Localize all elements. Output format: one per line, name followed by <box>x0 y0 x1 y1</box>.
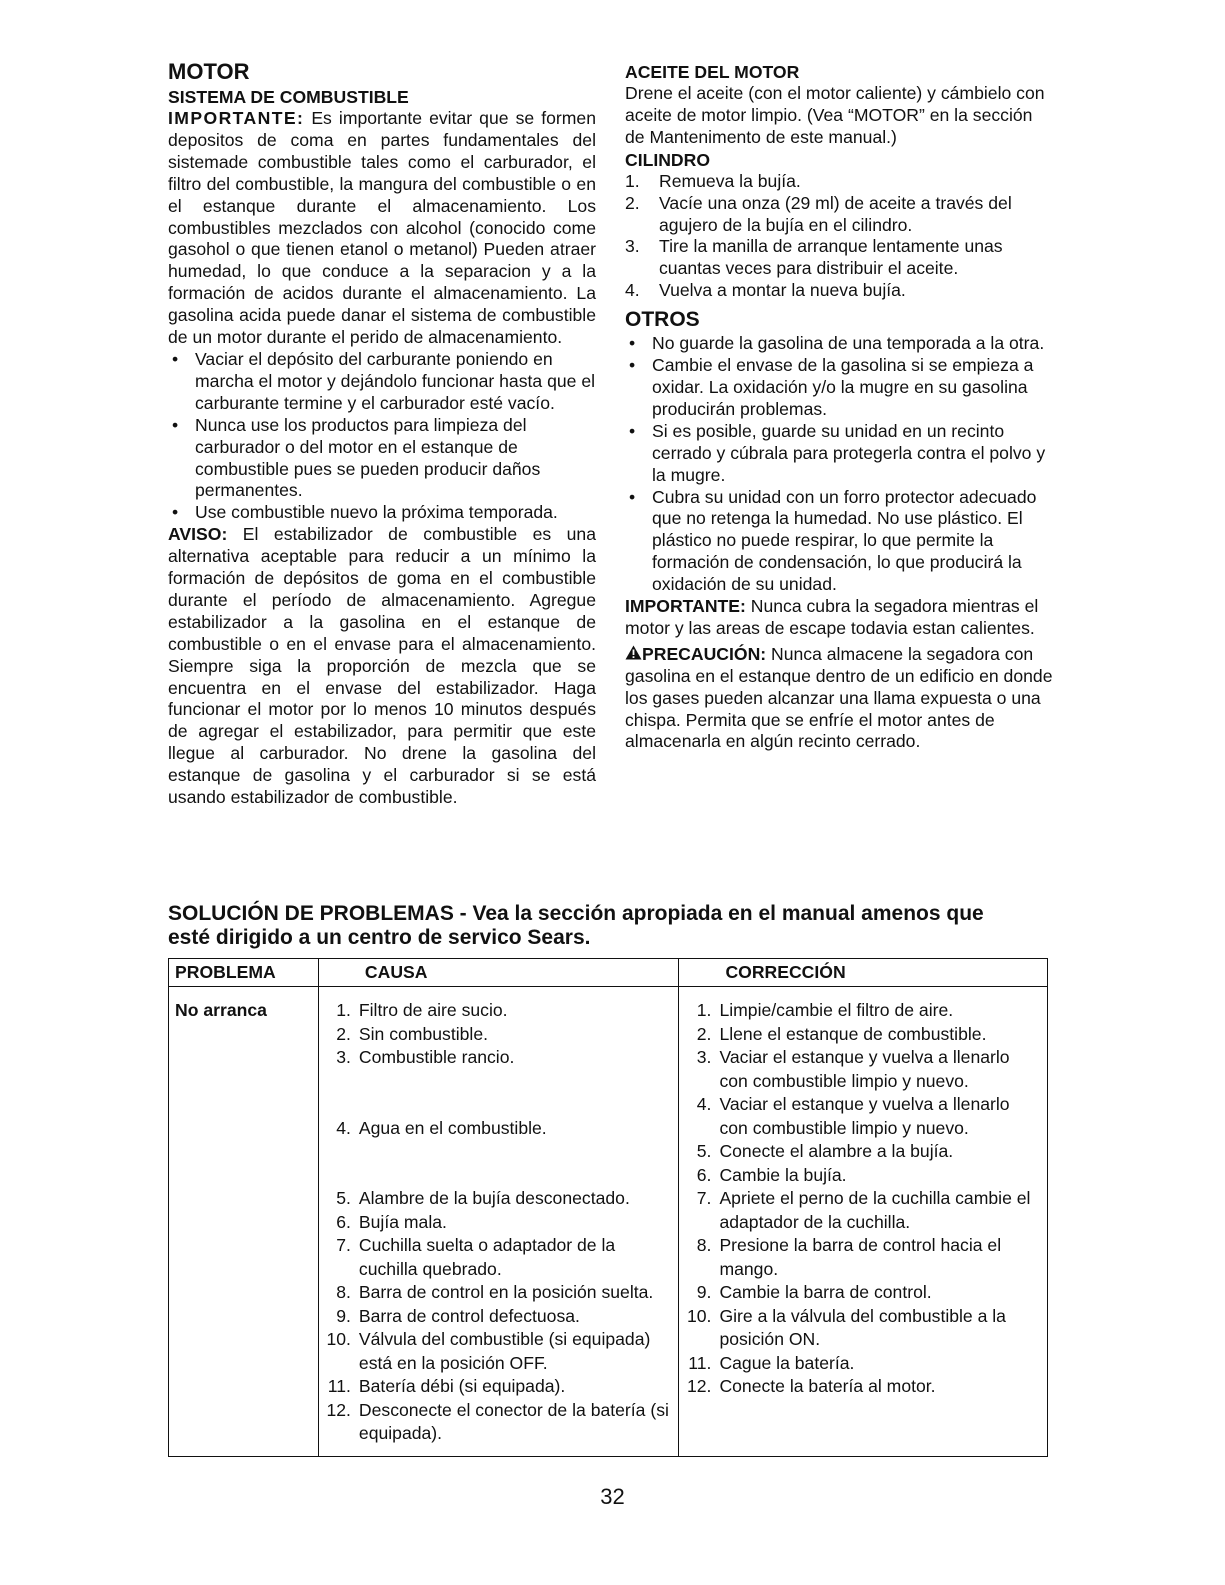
item-number: 12. <box>686 1376 712 1396</box>
list-item <box>325 1117 673 1188</box>
item-number: 3. <box>696 1047 712 1067</box>
item-text: Limpie/cambie el filtro de aire. <box>719 1000 954 1020</box>
list-item: • Use combustible nuevo la próxima temporada. <box>168 502 596 524</box>
list-item <box>325 1023 673 1047</box>
list-item <box>685 1352 1041 1376</box>
fuel-important-paragraph <box>168 108 596 349</box>
list-item <box>625 171 1053 193</box>
caution-label: PRECAUCIÓN: <box>642 643 767 664</box>
notice-label: AVISO: <box>168 524 228 545</box>
header-cause: CAUSA <box>318 959 679 987</box>
item-number: 1. <box>336 1000 351 1020</box>
header-correction: CORRECCIÓN <box>679 959 1048 987</box>
step-number: 1. <box>625 170 640 191</box>
fuel-system-heading: SISTEMA DE COMBUSTIBLE <box>168 87 409 107</box>
item-text: Batería débi (si equipada). <box>358 1376 566 1396</box>
list-item <box>685 999 1041 1023</box>
item-number: 11. <box>688 1352 712 1373</box>
left-column <box>168 58 596 809</box>
list-item: • Si es posible, guarde su unidad en un recinto cerrado y cúbrala para protegerla contra el polvo y la mugre. <box>625 421 1053 487</box>
list-item <box>685 1234 1041 1281</box>
cause-cell <box>318 987 679 1457</box>
item-text: Desconecte el conector de la batería (si equipada). <box>358 1399 669 1443</box>
item-text: Barra de control en la posición suelta. <box>358 1282 654 1302</box>
item-text: Barra de control defectuosa. <box>358 1305 580 1326</box>
item-number: 7. <box>696 1188 712 1208</box>
item-text: Vaciar el estanque y vuelva a llenarlo con combustible limpio y nuevo. <box>719 1094 1010 1138</box>
item-number: 4. <box>336 1117 351 1138</box>
item-text: Válvula del combustible (si equipada) está en la posición OFF. <box>358 1329 651 1373</box>
otros-heading: OTROS <box>625 308 700 332</box>
cylinder-steps <box>625 171 1053 302</box>
caution-paragraph <box>625 644 1053 754</box>
list-item <box>325 1211 673 1235</box>
list-item <box>325 1187 673 1211</box>
table-row <box>169 987 1048 1457</box>
header-problem: PROBLEMA <box>169 959 319 987</box>
item-number: 8. <box>336 1282 351 1302</box>
item-text: Apriete el perno de la cuchilla cambie el adaptador de la cuchilla. <box>719 1188 1031 1232</box>
step-text: Tire la manilla de arranque lentamente unas cuantas veces para distribuir el aceite. <box>659 236 1003 279</box>
important-label: IMPORTANTE: <box>168 108 305 128</box>
important-text: Nunca cubra la segadora mientras el motor y las areas de escape todavia estan calientes. <box>625 596 1039 638</box>
step-number: 2. <box>625 192 640 213</box>
item-text: Cambie la bujía. <box>719 1164 847 1185</box>
problem-text: No arranca <box>175 1000 267 1020</box>
item-text: Llene el estanque de combustible. <box>719 1023 987 1044</box>
item-text: Cague la batería. <box>719 1352 855 1373</box>
list-item <box>685 1046 1041 1093</box>
list-item: • Nunca use los productos para limpieza del carburador o del motor en el estanque de combustible pues se pueden producir daños permanentes. <box>168 415 596 503</box>
fuel-bullet-list <box>168 349 596 524</box>
item-text: Alambre de la bujía desconectado. <box>358 1188 630 1208</box>
item-number: 3. <box>336 1047 351 1067</box>
item-number: 5. <box>336 1188 351 1208</box>
list-item <box>685 1375 1041 1399</box>
item-text: Sin combustible. <box>358 1023 488 1044</box>
item-number: 1. <box>696 1000 712 1020</box>
list-item <box>685 1305 1041 1352</box>
item-number: 6. <box>336 1211 351 1232</box>
step-number: 4. <box>625 280 640 301</box>
troubleshooting-table <box>168 958 1048 1457</box>
item-text: Filtro de aire sucio. <box>358 1000 508 1020</box>
notice-text: El estabilizador de combustible es una alternativa aceptable para reducir a un mínimo la formación de depósitos de goma en el combustible durante el período de almacenamiento. Agregue estabilizador a la gasolina en el estanque de combustible o en el envase para el almacenamiento. Siempre siga la proporción de mezcla que se encuentra en el envase del estabilizador. Haga funcionar el motor por lo menos 10 minutos después de agregar el estabilizador, para permitir que este llegue al carburador. No drene la gasolina del estanque de gasolina y el carburador si se está usando estabilizador de combustible. <box>168 524 596 808</box>
item-number: 6. <box>696 1164 712 1185</box>
caution-text: Nunca almacene la segadora con gasolina en el estanque dentro de un edificio en donde los gases pueden alcanzar una llama expuesta o una chispa. Permita que se enfríe el motor antes de almacenarla en algún recinto cerrado. <box>625 643 1053 752</box>
list-item: • Vaciar el depósito del carburante poniendo en marcha el motor y dejándolo funcionar hasta que el carburante termine y el carburador esté vacío. <box>168 349 596 415</box>
item-number: 8. <box>696 1235 712 1255</box>
engine-oil-text: Drene el aceite (con el motor caliente) y cámbielo con aceite de motor limpio. (Vea “MOTOR” en la sección de Mantenimento de este manual.) <box>625 83 1045 147</box>
troubleshooting-title-line2: esté dirigido a un centro de servico Sears. <box>168 926 591 949</box>
list-item <box>325 1046 673 1117</box>
page-number: 32 <box>600 1484 625 1509</box>
step-number: 3. <box>625 236 640 257</box>
item-text: Combustible rancio. <box>358 1047 515 1067</box>
list-item <box>325 1328 673 1375</box>
list-item <box>625 193 1053 237</box>
step-text: Remueva la bujía. <box>659 170 801 191</box>
list-item <box>325 1399 673 1446</box>
list-item <box>685 1187 1041 1234</box>
item-number: 11. <box>327 1376 351 1396</box>
item-number: 2. <box>336 1023 351 1044</box>
item-text: Conecte la batería al motor. <box>719 1376 936 1396</box>
list-item: • Cambie el envase de la gasolina si se empieza a oxidar. La oxidación y/o la mugre en su gasolina producirán problemas. <box>625 355 1053 421</box>
list-item <box>325 1375 673 1399</box>
step-text: Vacíe una onza (29 ml) de aceite a través del agujero de la bujía en el cilindro. <box>659 192 1012 235</box>
item-text: Agua en el combustible. <box>358 1117 547 1138</box>
item-text: Conecte el alambre a la bujía. <box>719 1141 954 1161</box>
item-number: 12. <box>326 1399 351 1420</box>
engine-oil-heading: ACEITE DEL MOTOR <box>625 62 800 82</box>
notice-paragraph <box>168 524 596 809</box>
item-text: Cuchilla suelta o adaptador de la cuchilla quebrado. <box>358 1235 616 1279</box>
item-number: 4. <box>696 1094 712 1114</box>
list-item <box>325 1305 673 1329</box>
list-item <box>625 280 1053 302</box>
list-item <box>625 236 1053 280</box>
correction-list <box>685 999 1041 1399</box>
list-item <box>685 1281 1041 1305</box>
list-item <box>685 1023 1041 1047</box>
list-item <box>325 1234 673 1281</box>
item-text: Bujía mala. <box>358 1211 447 1232</box>
correction-cell <box>679 987 1048 1457</box>
troubleshooting-title <box>168 902 1058 950</box>
important-label: IMPORTANTE: <box>625 596 746 617</box>
list-item <box>685 1164 1041 1188</box>
table-header-row <box>169 959 1048 987</box>
problem-cell <box>169 987 319 1457</box>
item-number: 10. <box>686 1305 712 1326</box>
otros-important-paragraph <box>625 596 1053 640</box>
right-column <box>625 58 1053 753</box>
motor-title: MOTOR <box>168 59 250 84</box>
list-item <box>685 1093 1041 1140</box>
item-number: 9. <box>336 1305 351 1326</box>
item-text: Cambie la barra de control. <box>719 1282 932 1302</box>
otros-bullet-list <box>625 333 1053 596</box>
item-number: 2. <box>696 1023 712 1044</box>
cause-list <box>325 999 673 1446</box>
list-item <box>325 999 673 1023</box>
troubleshooting-title-line1: SOLUCIÓN DE PROBLEMAS - Vea la sección apropiada en el manual amenos que <box>168 902 984 925</box>
important-text: Es importante evitar que se formen depositos de coma en partes fundamentales del sistemade combustible tales como el carburador, el filtro del combustible, la mangura del combustible o en el estanque durante el almacenamiento. Los combustibles mezclados con alcohol (conocido come gasohol o que tienen etanol o metanol) Pueden atraer humedad, lo que conduce a la separacion y a la formación de acidos durante el almacenamiento. La gasolina acida puede danar el sistema de combustible de un motor durante el perido de almacenamiento. <box>168 108 596 348</box>
item-number: 7. <box>336 1235 351 1255</box>
list-item <box>325 1281 673 1305</box>
warning-triangle-icon <box>625 644 642 666</box>
cylinder-heading: CILINDRO <box>625 149 711 170</box>
item-number: 10. <box>326 1329 351 1349</box>
step-text: Vuelva a montar la nueva bujía. <box>659 280 906 301</box>
item-number: 9. <box>696 1282 712 1302</box>
list-item: • No guarde la gasolina de una temporada a la otra. <box>625 333 1053 355</box>
list-item <box>685 1140 1041 1164</box>
item-number: 5. <box>696 1141 712 1161</box>
item-text: Presione la barra de control hacia el mango. <box>719 1235 1002 1279</box>
item-text: Gire a la válvula del combustible a la posición ON. <box>719 1305 1006 1349</box>
item-text: Vaciar el estanque y vuelva a llenarlo con combustible limpio y nuevo. <box>719 1047 1010 1091</box>
list-item: • Cubra su unidad con un forro protector adecuado que no retenga la humedad. No use plástico. El plástico no puede respirar, lo que permite la formación de condensación, lo que producirá la oxidación de su unidad. <box>625 487 1053 597</box>
